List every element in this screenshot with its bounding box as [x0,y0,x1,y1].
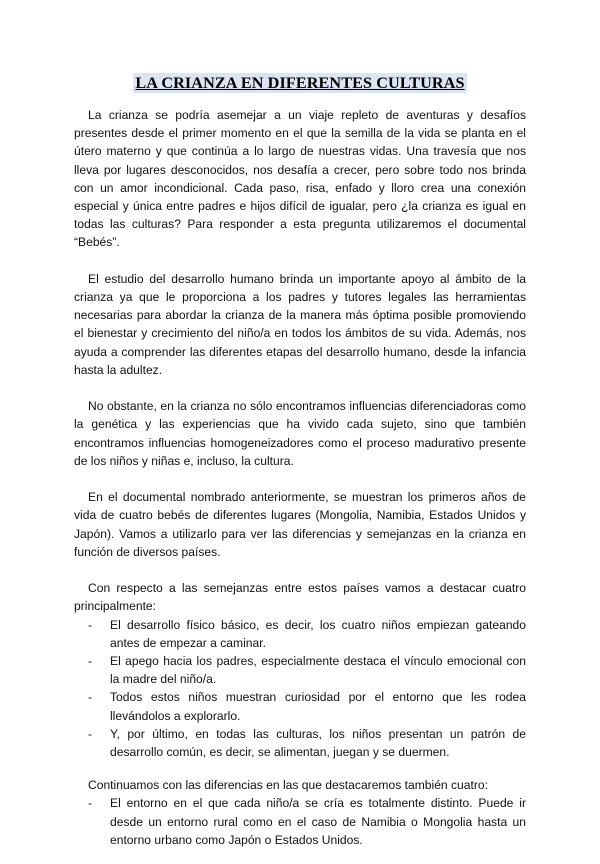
similarities-intro: Con respecto a las semejanzas entre estos países vamos a destacar cuatro principalmente: [74,581,526,614]
dash-bullet: - [88,654,93,669]
list-item [74,652,526,688]
similarity-text: El desarrollo físico básico, es decir, los cuatro niños empiezan gateando antes de empezar a caminar. [110,617,526,650]
dash-bullet: - [88,726,93,741]
differences-intro: Continuamos con las diferencias en las que destacaremos también cuatro: [88,778,488,793]
list-item [74,688,526,724]
dash-bullet: - [88,796,93,811]
similarities-list [74,616,526,762]
paragraph-human-development: El estudio del desarrollo humano brinda un importante apoyo al ámbito de la crianza ya que le proporciona a los padres y tutores legales las herramientas necesarias para abordar la crianza de la manera más óptima posible promoviendo el bienestar y crecimiento del niño/a en todos los ámbitos de su vida. Además, nos ayuda a comprender las diferentes etapas del desarrollo humano, desde la infancia hasta la adultez. [74,271,526,377]
page-title: LA CRIANZA EN DIFERENTES CULTURAS [135,74,465,92]
list-item [74,725,526,761]
difference-text: El entorno en el que cada niño/a se cría es totalmente distinto. Puede ir desde un entorno rural como en el caso de Namibia o Mongolia hasta un entorno urbano como Japón o Estados Unidos. [110,796,526,847]
similarity-text: Todos estos niños muestran curiosidad por el entorno que les rodea llevándolos a explorarlo. [110,690,526,723]
paragraph-documentary: En el documental nombrado anteriormente, se muestran los primeros años de vida de cuatro bebés de diferentes lugares (Mongolia, Namibia, Estados Unidos y Japón). Vamos a utilizarlo para ver las diferencias y semejanzas en la crianza en función de diversos países. [74,490,526,559]
differences-list [74,794,526,849]
title-container [0,73,600,93]
list-item [74,616,526,652]
dash-bullet: - [88,617,93,632]
dash-bullet: - [88,690,93,705]
document-body [74,106,526,864]
similarity-text: El apego hacia los padres, especialmente destaca el vínculo emocional con la madre del niño/a. [110,654,526,687]
list-item [74,794,526,849]
similarity-text: Y, por último, en todas las culturas, los niños presentan un patrón de desarrollo común, es decir, se alimentan, juegan y se duermen. [110,726,526,760]
paragraph-intro: La crianza se podría asemejar a un viaje repleto de aventuras y desafíos presentes desde el primer momento en el que la semilla de la vida se planta en el útero materno y que continúa a lo largo de nuestras vidas. Una travesía que nos lleva por lugares desconocidos, nos desafía a crecer, pero sobre todo nos brinda con un amor incondicional. Cada paso, risa, enfado y lloro crea una conexión especial y única entre padres e hijos difícil de igualar, pero ¿la crianza es igual en todas las culturas? Para responder a esta pregunta utilizaremos el documental “Bebés”. [74,108,526,250]
paragraph-influences: No obstante, en la crianza no sólo encontramos influencias diferenciadoras como la genética y las experiencias que ha vivido cada sujeto, sino que también encontramos influencias homogeneizadores como el proceso madurativo presente de los niños y niñas e, incluso, la cultura. [74,399,526,468]
